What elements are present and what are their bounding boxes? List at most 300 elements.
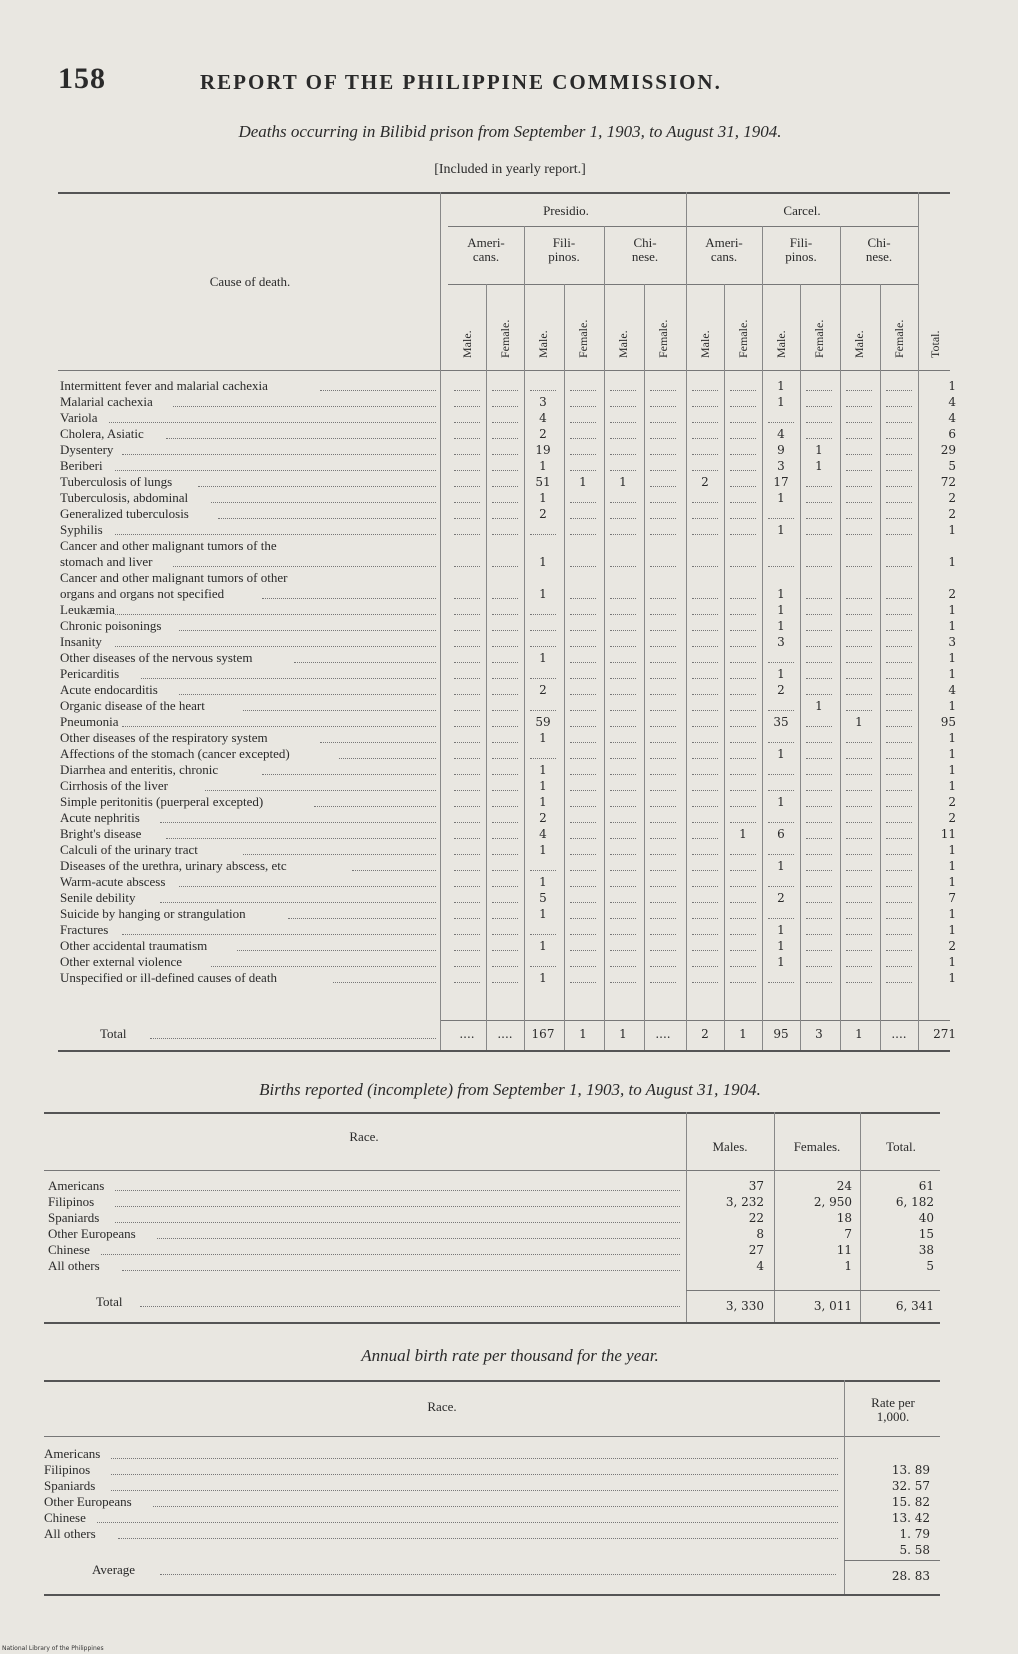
empty-cell-dots	[570, 966, 596, 967]
empty-cell-dots	[530, 758, 556, 759]
empty-cell-dots	[650, 822, 676, 823]
table-cell: 1	[777, 395, 785, 409]
empty-cell-dots	[806, 422, 832, 423]
deaths-caption: Deaths occurring in Bilibid prison from September 1, 1903, to August 31, 1904.	[238, 122, 782, 141]
empty-cell-dots	[454, 966, 480, 967]
empty-cell-dots	[692, 982, 718, 983]
table-cell: 1	[539, 555, 547, 569]
empty-cell-dots	[846, 630, 872, 631]
table-cell: 1	[539, 491, 547, 505]
empty-cell-dots	[610, 406, 636, 407]
rate-header-race: Race.	[427, 1399, 457, 1414]
births-header-total: Total.	[886, 1139, 916, 1154]
empty-cell-dots	[492, 710, 518, 711]
empty-cell-dots	[846, 742, 872, 743]
empty-cell-dots	[886, 502, 912, 503]
cause-label: Simple peritonitis (puerperal excepted)	[60, 794, 264, 809]
leader-dots	[179, 886, 436, 887]
empty-cell-dots	[692, 566, 718, 567]
total-cell: ....	[497, 1027, 513, 1041]
cause-label: organs and organs not specified	[60, 586, 225, 601]
row-total: 1	[948, 379, 956, 393]
cause-label: Insanity	[60, 634, 102, 649]
empty-cell-dots	[768, 662, 794, 663]
empty-cell-dots	[730, 566, 756, 567]
empty-cell-dots	[886, 870, 912, 871]
cause-label: Syphilis	[60, 522, 103, 537]
leader-dots	[218, 518, 436, 519]
race-label: Filipinos	[48, 1194, 95, 1209]
empty-cell-dots	[530, 710, 556, 711]
empty-cell-dots	[610, 646, 636, 647]
table-cell: 4	[539, 411, 547, 425]
empty-cell-dots	[610, 790, 636, 791]
row-total: 2	[948, 491, 956, 505]
empty-cell-dots	[650, 566, 676, 567]
empty-cell-dots	[730, 662, 756, 663]
total-cell: 40	[918, 1211, 934, 1225]
empty-cell-dots	[530, 870, 556, 871]
empty-cell-dots	[846, 438, 872, 439]
empty-cell-dots	[492, 982, 518, 983]
empty-cell-dots	[454, 662, 480, 663]
table-cell: 1	[539, 587, 547, 601]
column-group-line	[604, 226, 605, 1050]
empty-cell-dots	[530, 390, 556, 391]
leader-dots	[115, 534, 436, 535]
empty-cell-dots	[610, 438, 636, 439]
empty-cell-dots	[492, 822, 518, 823]
empty-cell-dots	[650, 950, 676, 951]
empty-cell-dots	[768, 774, 794, 775]
row-total: 7	[948, 891, 956, 905]
table-cell: 1	[539, 459, 547, 473]
empty-cell-dots	[768, 854, 794, 855]
empty-cell-dots	[846, 966, 872, 967]
row-total: 4	[948, 395, 956, 409]
table-cell: 59	[535, 715, 551, 729]
cause-label: Other accidental traumatism	[60, 938, 208, 953]
empty-cell-dots	[846, 838, 872, 839]
race-label: Chinese	[48, 1242, 90, 1257]
empty-cell-dots	[886, 678, 912, 679]
leader-dots	[122, 934, 436, 935]
empty-cell-dots	[610, 886, 636, 887]
leader-dots	[198, 486, 436, 487]
empty-cell-dots	[492, 390, 518, 391]
empty-cell-dots	[806, 902, 832, 903]
table-cell: 3	[777, 459, 785, 473]
empty-cell-dots	[846, 486, 872, 487]
empty-cell-dots	[454, 454, 480, 455]
empty-cell-dots	[454, 646, 480, 647]
leader-dots	[173, 406, 436, 407]
row-total: 1	[948, 843, 956, 857]
table-cell: 1	[777, 523, 785, 537]
females-cell: 18	[836, 1211, 852, 1225]
leader-dots	[333, 982, 436, 983]
empty-cell-dots	[846, 678, 872, 679]
table-cell: 2	[777, 683, 785, 697]
total-cell: 95	[773, 1027, 789, 1041]
empty-cell-dots	[846, 390, 872, 391]
total-cell: 1	[739, 1027, 747, 1041]
leader-dots	[115, 614, 436, 615]
table-cell: 1	[539, 763, 547, 777]
empty-cell-dots	[454, 742, 480, 743]
total-cell: ....	[655, 1027, 671, 1041]
cause-label: Calculi of the urinary tract	[60, 842, 198, 857]
empty-cell-dots	[806, 502, 832, 503]
empty-cell-dots	[692, 598, 718, 599]
table-cell: 1	[619, 475, 627, 489]
leader-dots	[205, 790, 436, 791]
empty-cell-dots	[886, 566, 912, 567]
empty-cell-dots	[454, 502, 480, 503]
cause-label: Bright's disease	[60, 826, 142, 841]
cause-label: Organic disease of the heart	[60, 698, 205, 713]
row-total: 11	[940, 827, 956, 841]
birth-rate-caption: Annual birth rate per thousand for the year.	[361, 1346, 659, 1365]
empty-cell-dots	[610, 422, 636, 423]
empty-cell-dots	[610, 470, 636, 471]
total-cell: 167	[531, 1027, 555, 1041]
empty-cell-dots	[692, 854, 718, 855]
empty-cell-dots	[530, 534, 556, 535]
empty-cell-dots	[692, 662, 718, 663]
cause-label: Other external violence	[60, 954, 182, 969]
empty-cell-dots	[730, 726, 756, 727]
empty-cell-dots	[846, 454, 872, 455]
cause-header: Cause of death.	[209, 274, 291, 289]
empty-cell-dots	[806, 646, 832, 647]
header-bottom-rule	[58, 370, 950, 371]
empty-cell-dots	[650, 534, 676, 535]
empty-cell-dots	[492, 566, 518, 567]
total-cell: 15	[918, 1227, 934, 1241]
cause-label: Pericarditis	[60, 666, 120, 681]
row-total: 1	[948, 923, 956, 937]
empty-cell-dots	[454, 854, 480, 855]
empty-cell-dots	[650, 470, 676, 471]
empty-cell-dots	[886, 966, 912, 967]
males-cell: 37	[748, 1179, 764, 1193]
empty-cell-dots	[570, 790, 596, 791]
rate-top-rule	[44, 1380, 940, 1382]
empty-cell-dots	[806, 678, 832, 679]
body-bottom-rule	[440, 1020, 950, 1021]
empty-cell-dots	[570, 390, 596, 391]
empty-cell-dots	[650, 790, 676, 791]
leader-dots	[179, 630, 436, 631]
race-label: Other Europeans	[48, 1226, 136, 1241]
empty-cell-dots	[454, 438, 480, 439]
empty-cell-dots	[492, 422, 518, 423]
table-cell: 2	[777, 891, 785, 905]
empty-cell-dots	[492, 870, 518, 871]
row-total: 1	[948, 907, 956, 921]
empty-cell-dots	[492, 406, 518, 407]
leader-dots	[262, 774, 436, 775]
empty-cell-dots	[768, 822, 794, 823]
empty-cell-dots	[886, 982, 912, 983]
empty-cell-dots	[650, 598, 676, 599]
empty-cell-dots	[650, 742, 676, 743]
empty-cell-dots	[454, 934, 480, 935]
empty-cell-dots	[806, 486, 832, 487]
rate-cell: 5. 58	[899, 1543, 930, 1557]
empty-cell-dots	[650, 646, 676, 647]
empty-cell-dots	[806, 662, 832, 663]
row-total: 1	[948, 955, 956, 969]
empty-cell-dots	[454, 838, 480, 839]
empty-cell-dots	[454, 406, 480, 407]
rate-col-line	[844, 1380, 845, 1594]
males-cell: 27	[748, 1243, 764, 1257]
row-total: 2	[948, 587, 956, 601]
empty-cell-dots	[846, 870, 872, 871]
empty-cell-dots	[806, 982, 832, 983]
table-cell: 1	[777, 587, 785, 601]
table-cell: 1	[539, 939, 547, 953]
table-cell: 4	[539, 827, 547, 841]
empty-cell-dots	[886, 774, 912, 775]
leader-dots	[243, 710, 436, 711]
empty-cell-dots	[454, 870, 480, 871]
empty-cell-dots	[610, 742, 636, 743]
empty-cell-dots	[530, 934, 556, 935]
rate-cell: 13. 89	[891, 1463, 930, 1477]
empty-cell-dots	[492, 694, 518, 695]
row-total: 1	[948, 555, 956, 569]
row-total: 5	[948, 459, 956, 473]
race-label: Americans	[48, 1178, 105, 1193]
empty-cell-dots	[492, 966, 518, 967]
cause-label: Tuberculosis, abdominal	[60, 490, 189, 505]
race-label: Spaniards	[44, 1478, 96, 1493]
empty-cell-dots	[692, 438, 718, 439]
empty-cell-dots	[886, 918, 912, 919]
race-label: All others	[44, 1526, 96, 1541]
empty-cell-dots	[886, 934, 912, 935]
cause-label: Tuberculosis of lungs	[60, 474, 173, 489]
empty-cell-dots	[730, 902, 756, 903]
cause-label: Acute endocarditis	[60, 682, 158, 697]
cause-label: Warm-acute abscess	[60, 874, 166, 889]
cause-label: Suicide by hanging or strangulation	[60, 906, 246, 921]
empty-cell-dots	[454, 902, 480, 903]
empty-cell-dots	[492, 598, 518, 599]
table-cell: 1	[579, 475, 587, 489]
empty-cell-dots	[570, 566, 596, 567]
table-top-rule	[58, 192, 950, 194]
table-cell: 1	[777, 923, 785, 937]
grand-total: 271	[933, 1027, 956, 1041]
empty-cell-dots	[650, 982, 676, 983]
total-cell: 2	[701, 1027, 709, 1041]
empty-cell-dots	[650, 614, 676, 615]
empty-cell-dots	[806, 534, 832, 535]
empty-cell-dots	[492, 902, 518, 903]
column-group-line	[524, 226, 525, 1050]
row-total: 1	[948, 731, 956, 745]
race-label: Chinese	[44, 1510, 86, 1525]
empty-cell-dots	[530, 678, 556, 679]
empty-cell-dots	[806, 774, 832, 775]
empty-cell-dots	[886, 390, 912, 391]
empty-cell-dots	[730, 406, 756, 407]
empty-cell-dots	[886, 486, 912, 487]
row-total: 2	[948, 795, 956, 809]
leader-dots	[243, 854, 436, 855]
cause-label: Leukæmia	[60, 602, 115, 617]
leader-dots	[115, 1222, 680, 1223]
table-cell: 1	[777, 747, 785, 761]
empty-cell-dots	[610, 838, 636, 839]
empty-cell-dots	[730, 982, 756, 983]
empty-cell-dots	[846, 758, 872, 759]
rate-cell: 13. 42	[891, 1511, 930, 1525]
empty-cell-dots	[454, 950, 480, 951]
column-group-line	[840, 226, 841, 1050]
empty-cell-dots	[768, 566, 794, 567]
empty-cell-dots	[454, 790, 480, 791]
leader-dots	[111, 1474, 838, 1475]
females-cell: 24	[836, 1179, 852, 1193]
row-total: 1	[948, 603, 956, 617]
empty-cell-dots	[650, 870, 676, 871]
empty-cell-dots	[492, 758, 518, 759]
cause-label: Chronic poisonings	[60, 618, 162, 633]
empty-cell-dots	[570, 742, 596, 743]
row-total: 2	[948, 811, 956, 825]
row-total: 1	[948, 619, 956, 633]
births-bottom-rule	[44, 1322, 940, 1324]
empty-cell-dots	[846, 598, 872, 599]
table-cell: 1	[777, 603, 785, 617]
empty-cell-dots	[806, 726, 832, 727]
row-total: 2	[948, 507, 956, 521]
empty-cell-dots	[454, 726, 480, 727]
empty-cell-dots	[650, 806, 676, 807]
table-bottom-rule	[58, 1050, 950, 1052]
table-cell: 4	[777, 427, 785, 441]
row-total: 4	[948, 411, 956, 425]
table-cell: 1	[539, 731, 547, 745]
empty-cell-dots	[610, 518, 636, 519]
empty-cell-dots	[454, 486, 480, 487]
empty-cell-dots	[730, 646, 756, 647]
empty-cell-dots	[570, 854, 596, 855]
births-top-rule	[44, 1112, 940, 1114]
males-cell: 3, 232	[725, 1195, 764, 1209]
empty-cell-dots	[454, 390, 480, 391]
empty-cell-dots	[692, 902, 718, 903]
sex-header: Female.	[498, 319, 512, 358]
total-cell: 61	[918, 1179, 934, 1193]
leader-dots	[160, 822, 436, 823]
empty-cell-dots	[886, 646, 912, 647]
subgroup-header: Chi- nese.	[865, 235, 893, 264]
leader-dots	[115, 646, 436, 647]
empty-cell-dots	[650, 390, 676, 391]
empty-cell-dots	[530, 966, 556, 967]
running-head: REPORT OF THE PHILIPPINE COMMISSION.	[200, 70, 722, 94]
births-header-females: Females.	[793, 1139, 841, 1154]
sex-header: Male.	[698, 330, 712, 358]
sex-header: Female.	[576, 319, 590, 358]
empty-cell-dots	[806, 886, 832, 887]
empty-cell-dots	[570, 534, 596, 535]
empty-cell-dots	[768, 982, 794, 983]
empty-cell-dots	[570, 438, 596, 439]
table-cell: 1	[777, 667, 785, 681]
sex-header: Female.	[812, 319, 826, 358]
empty-cell-dots	[570, 406, 596, 407]
empty-cell-dots	[454, 614, 480, 615]
empty-cell-dots	[650, 886, 676, 887]
column-sex-line	[564, 284, 565, 1050]
empty-cell-dots	[730, 822, 756, 823]
cause-label: Senile debility	[60, 890, 136, 905]
empty-cell-dots	[846, 534, 872, 535]
subgroup-header: Ameri- cans.	[467, 235, 505, 264]
race-label: All others	[48, 1258, 100, 1273]
table-cell: 1	[539, 779, 547, 793]
empty-cell-dots	[730, 950, 756, 951]
empty-cell-dots	[886, 662, 912, 663]
cause-label: Unspecified or ill-defined causes of death	[60, 970, 277, 985]
empty-cell-dots	[730, 678, 756, 679]
empty-cell-dots	[650, 694, 676, 695]
empty-cell-dots	[886, 598, 912, 599]
empty-cell-dots	[846, 422, 872, 423]
empty-cell-dots	[650, 454, 676, 455]
row-total: 3	[948, 635, 956, 649]
empty-cell-dots	[692, 534, 718, 535]
empty-cell-dots	[886, 806, 912, 807]
empty-cell-dots	[692, 646, 718, 647]
empty-cell-dots	[886, 758, 912, 759]
empty-cell-dots	[730, 614, 756, 615]
empty-cell-dots	[610, 870, 636, 871]
leader-dots	[97, 1522, 838, 1523]
empty-cell-dots	[806, 390, 832, 391]
empty-cell-dots	[806, 950, 832, 951]
table-cell: 35	[773, 715, 789, 729]
births-sum-rule	[686, 1290, 940, 1291]
footer-mark: National Library of the Philippines	[2, 1645, 104, 1652]
females-cell: 1	[844, 1259, 852, 1273]
leader-dots	[320, 390, 436, 391]
table-cell: 2	[701, 475, 709, 489]
cause-label: Variola	[60, 410, 98, 425]
empty-cell-dots	[692, 470, 718, 471]
empty-cell-dots	[650, 838, 676, 839]
leader-dots	[339, 758, 436, 759]
empty-cell-dots	[768, 742, 794, 743]
empty-cell-dots	[806, 742, 832, 743]
row-total: 1	[948, 699, 956, 713]
empty-cell-dots	[806, 838, 832, 839]
table-cell: 3	[777, 635, 785, 649]
table-cell: 3	[539, 395, 547, 409]
leader-dots	[262, 598, 436, 599]
empty-cell-dots	[886, 822, 912, 823]
race-label: Other Europeans	[44, 1494, 132, 1509]
empty-cell-dots	[692, 806, 718, 807]
rate-bottom-rule	[44, 1594, 940, 1596]
